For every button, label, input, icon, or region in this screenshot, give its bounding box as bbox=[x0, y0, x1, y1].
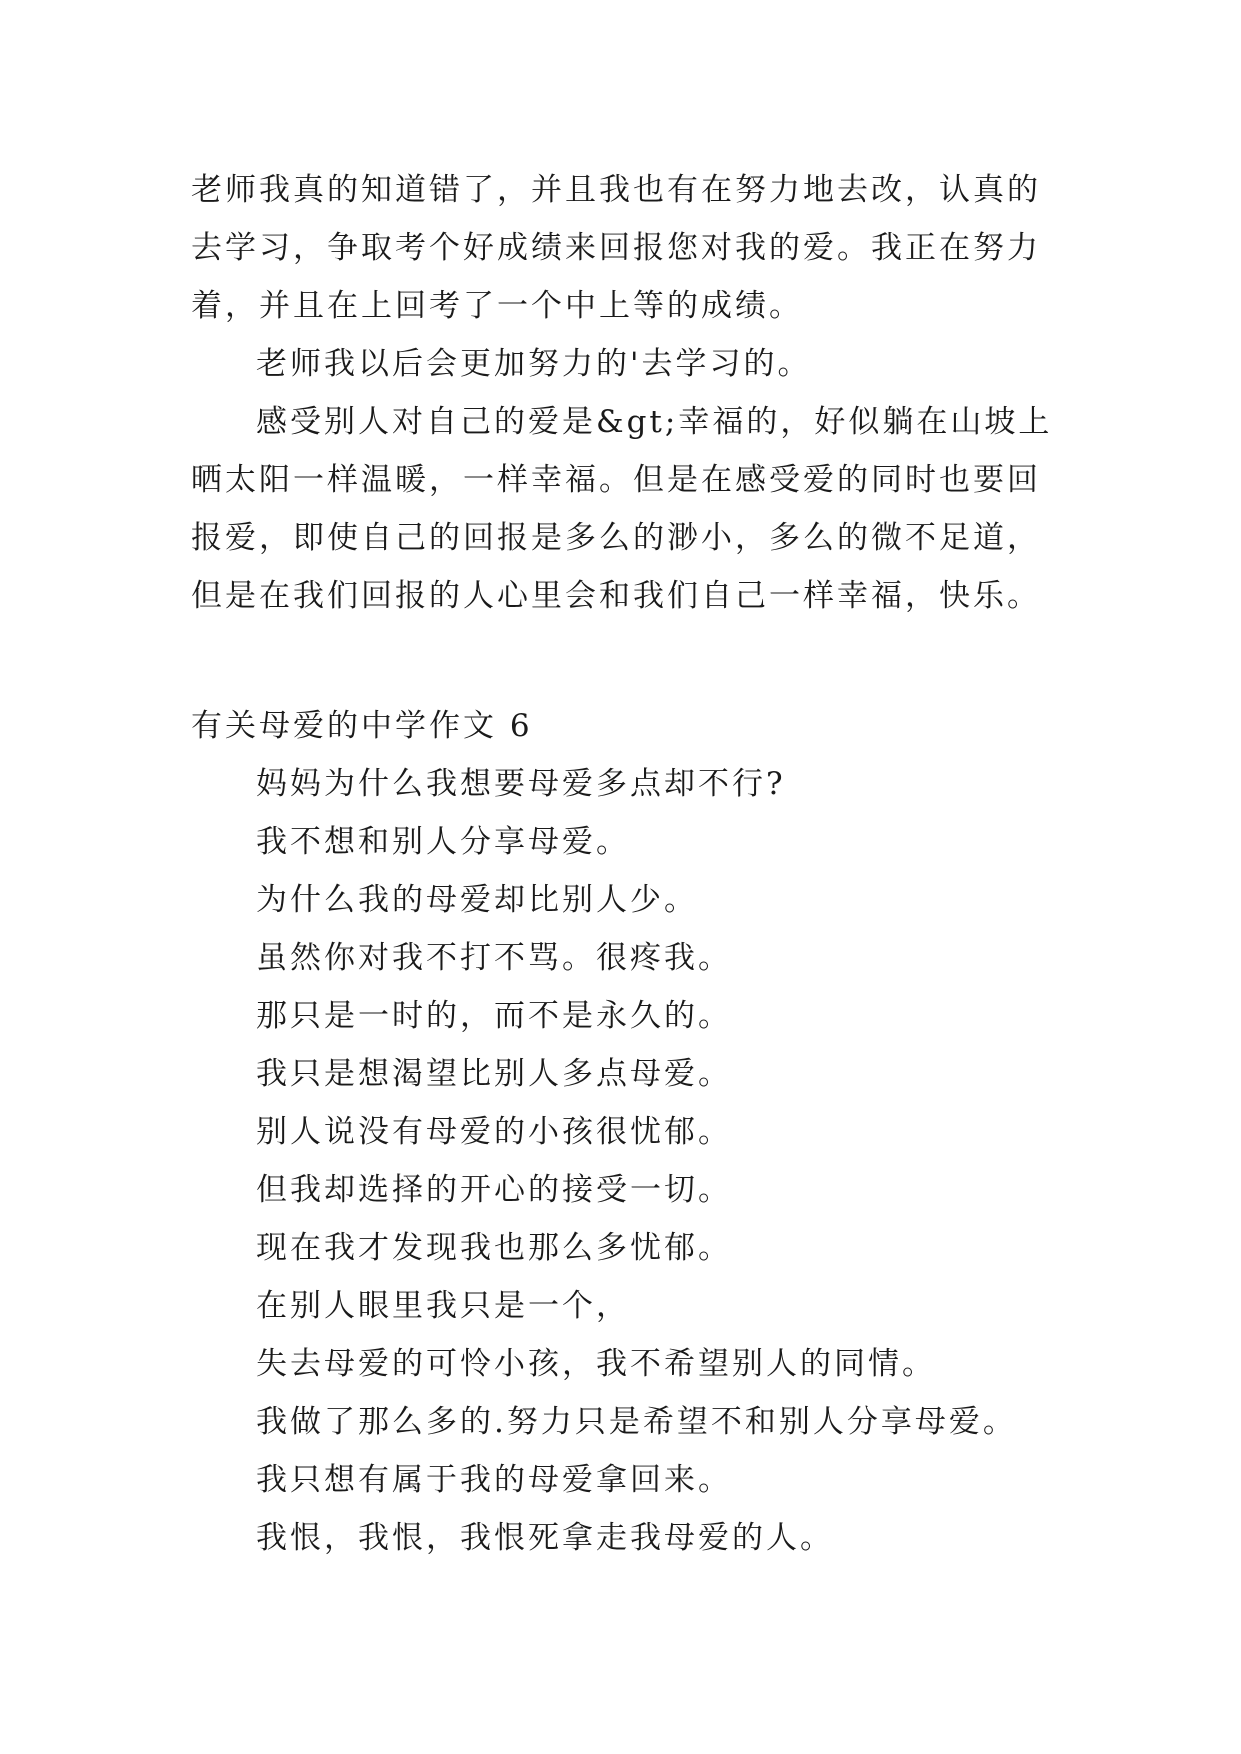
paragraph-2: 老师我以后会更加努力的'去学习的。 bbox=[256, 346, 812, 382]
paragraph-3: 感受别人对自己的爱是&gt;幸福的，好似躺在山坡上晒太阳一样温暖，一样幸福。但是在感受爱的同时也要回报爱，即使自己的回报是多么的渺小，多么的微不足道，但是在我们回报的人心里会和我们自己一样幸福，快乐。 bbox=[191, 404, 1053, 614]
poem-line-10: 在别人眼里我只是一个， bbox=[256, 1288, 630, 1324]
poem-line-3: 为什么我的母爱却比别人少。 bbox=[256, 882, 698, 918]
poem-line-2: 我不想和别人分享母爱。 bbox=[256, 824, 630, 860]
poem-line-4: 虽然你对我不打不骂。很疼我。 bbox=[256, 940, 732, 976]
poem-line-1: 妈妈为什么我想要母爱多点却不行? bbox=[256, 766, 786, 802]
section-heading: 有关母爱的中学作文 6 bbox=[191, 708, 533, 744]
paragraph-1: 老师我真的知道错了，并且我也有在努力地去改，认真的去学习，争取考个好成绩来回报您对我的爱。我正在努力着，并且在上回考了一个中上等的成绩。 bbox=[191, 172, 1041, 324]
poem-line-14: 我恨，我恨，我恨死拿走我母爱的人。 bbox=[256, 1520, 834, 1556]
section-gap bbox=[191, 625, 1071, 697]
poem-line-13: 我只想有属于我的母爱拿回来。 bbox=[256, 1462, 732, 1498]
poem-line-11: 失去母爱的可怜小孩，我不希望别人的同情。 bbox=[256, 1346, 936, 1382]
poem-line-9: 现在我才发现我也那么多忧郁。 bbox=[256, 1230, 732, 1266]
poem-line-6: 我只是想渴望比别人多点母爱。 bbox=[256, 1056, 732, 1092]
poem-line-5: 那只是一时的，而不是永久的。 bbox=[256, 998, 732, 1034]
poem-line-8: 但我却选择的开心的接受一切。 bbox=[256, 1172, 732, 1208]
poem-line-7: 别人说没有母爱的小孩很忧郁。 bbox=[256, 1114, 732, 1150]
poem-line-12: 我做了那么多的.努力只是希望不和别人分享母爱。 bbox=[256, 1404, 1017, 1440]
document-body bbox=[191, 161, 1071, 1567]
